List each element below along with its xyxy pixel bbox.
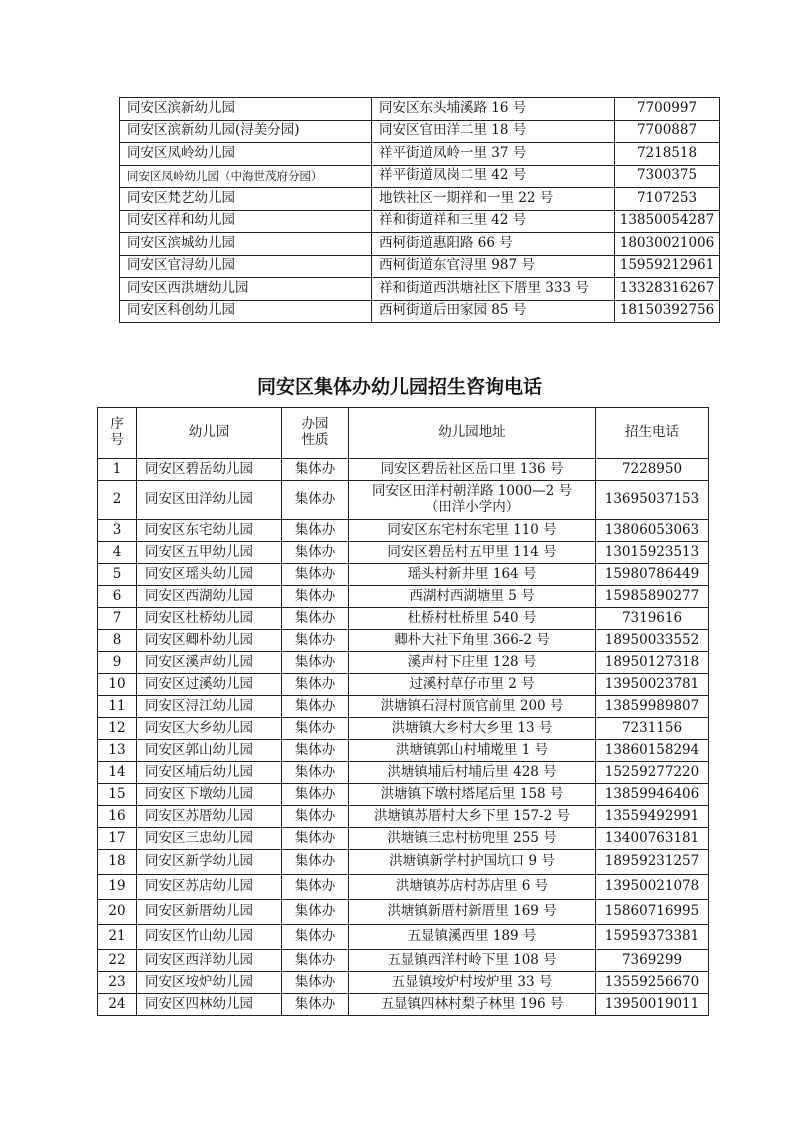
enrollment-phone: 15259277220 [596,762,709,784]
kindergarten-address: 同安区碧岳村五甲里 114 号 [349,542,596,564]
kindergarten-address: 五显镇西洋村岭下里 108 号 [349,950,596,972]
school-type: 集体办 [282,542,349,564]
school-type: 集体办 [282,652,349,674]
kindergarten-address: 溪声村下庄里 128 号 [349,652,596,674]
kindergarten-address: 祥和街道西洪塘社区下厝里 333 号 [372,278,615,301]
enrollment-phone: 18150392756 [615,300,720,323]
table-row [98,718,709,740]
kindergarten-name: 同安区滨新幼儿园(浔美分园) [120,120,372,143]
kindergarten-name: 同安区杜桥幼儿园 [137,608,282,630]
enrollment-phone: 13559492991 [596,806,709,828]
table-row [120,255,720,278]
school-type: 集体办 [282,608,349,630]
kindergarten-address: 杜桥村杜桥里 540 号 [349,608,596,630]
table-row [120,165,720,188]
table-row [98,850,709,875]
kindergarten-name: 同安区西洪塘幼儿园 [120,278,372,301]
kindergarten-address: 洪塘镇郭山村埔墘里 1 号 [349,740,596,762]
table-row [98,740,709,762]
kindergarten-name: 同安区滨城幼儿园 [120,233,372,256]
row-number: 9 [98,652,137,674]
kindergarten-name: 同安区四林幼儿园 [137,994,282,1016]
kindergarten-name: 同安区溪声幼儿园 [137,652,282,674]
kindergarten-name: 同安区碧岳幼儿园 [137,459,282,481]
kindergarten-name: 同安区垵炉幼儿园 [137,972,282,994]
enrollment-phone: 13400763181 [596,828,709,850]
enrollment-phone: 15860716995 [596,900,709,925]
header-no: 序 号 [98,408,137,459]
table-row [98,900,709,925]
enrollment-phone: 13328316267 [615,278,720,301]
header-type: 办园 性质 [282,408,349,459]
kindergarten-address: 洪塘镇石浔村顶官前里 200 号 [349,696,596,718]
kindergarten-name: 同安区官浔幼儿园 [120,255,372,278]
enrollment-phone: 7228950 [596,459,709,481]
kindergarten-name: 同安区东宅幼儿园 [137,520,282,542]
kindergarten-address: 洪塘镇三忠村枋兜里 255 号 [349,828,596,850]
kindergarten-name: 同安区过溪幼儿园 [137,674,282,696]
enrollment-phone: 13015923513 [596,542,709,564]
school-type: 集体办 [282,994,349,1016]
enrollment-phone: 15959212961 [615,255,720,278]
kindergarten-address: 同安区田洋村朝洋路 1000—2 号 （田洋小学内） [349,481,596,520]
kindergarten-address: 洪塘镇埔后村埔后里 428 号 [349,762,596,784]
school-type: 集体办 [282,972,349,994]
kindergarten-name: 同安区下墩幼儿园 [137,784,282,806]
kindergarten-name: 同安区田洋幼儿园 [137,481,282,520]
kindergarten-name: 同安区凤岭幼儿园（中海世茂府分园） [120,165,372,188]
table-row [120,143,720,166]
row-number: 11 [98,696,137,718]
kindergarten-address: 同安区官田洋二里 18 号 [372,120,615,143]
enrollment-phone: 7319616 [596,608,709,630]
kindergarten-name: 同安区梵艺幼儿园 [120,188,372,211]
kindergarten-address: 西柯街道后田家园 85 号 [372,300,615,323]
kindergarten-address: 五显镇垵炉村垵炉里 33 号 [349,972,596,994]
kindergarten-address: 洪塘镇大乡村大乡里 13 号 [349,718,596,740]
enrollment-phone: 13859989807 [596,696,709,718]
enrollment-phone: 13860158294 [596,740,709,762]
table-row [120,210,720,233]
kindergarten-name: 同安区滨新幼儿园 [120,98,372,121]
kindergarten-address: 地铁社区一期祥和一里 22 号 [372,188,615,211]
enrollment-phone: 13950019011 [596,994,709,1016]
table-row [98,520,709,542]
row-number: 12 [98,718,137,740]
row-number: 14 [98,762,137,784]
school-type: 集体办 [282,674,349,696]
kindergarten-name: 同安区苏厝幼儿园 [137,806,282,828]
table-row [98,630,709,652]
kindergarten-address: 祥和街道祥和三里 42 号 [372,210,615,233]
table-row [98,875,709,900]
row-number: 6 [98,586,137,608]
kindergarten-name: 同安区瑶头幼儿园 [137,564,282,586]
kindergarten-address: 西湖村西湖塘里 5 号 [349,586,596,608]
table-row [120,98,720,121]
enrollment-phone: 7300375 [615,165,720,188]
table-row [98,950,709,972]
enrollment-phone: 15959373381 [596,925,709,950]
kindergarten-address: 瑶头村新井里 164 号 [349,564,596,586]
table-row [98,972,709,994]
table-row [120,188,720,211]
table-row [98,542,709,564]
school-type: 集体办 [282,481,349,520]
kindergarten-address: 洪塘镇新厝村新厝里 169 号 [349,900,596,925]
school-type: 集体办 [282,586,349,608]
kindergarten-address: 洪塘镇苏厝村大乡下里 157-2 号 [349,806,596,828]
row-number: 2 [98,481,137,520]
header-phone: 招生电话 [596,408,709,459]
enrollment-phone: 18950033552 [596,630,709,652]
kindergarten-address: 同安区东头埔溪路 16 号 [372,98,615,121]
row-number: 23 [98,972,137,994]
table-row [120,120,720,143]
row-number: 20 [98,900,137,925]
school-type: 集体办 [282,696,349,718]
row-number: 19 [98,875,137,900]
school-type: 集体办 [282,564,349,586]
kindergarten-address: 祥平街道凤岭一里 37 号 [372,143,615,166]
enrollment-phone: 18950127318 [596,652,709,674]
table-row [98,994,709,1016]
school-type: 集体办 [282,950,349,972]
collective-kindergarten-table [97,407,709,1016]
table-row [98,608,709,630]
kindergarten-name: 同安区新厝幼儿园 [137,900,282,925]
table-row [98,652,709,674]
school-type: 集体办 [282,520,349,542]
table-row [98,674,709,696]
enrollment-phone: 7218518 [615,143,720,166]
table-row [98,586,709,608]
kindergarten-address: 西柯街道惠阳路 66 号 [372,233,615,256]
kindergarten-name: 同安区五甲幼儿园 [137,542,282,564]
enrollment-phone: 13859946406 [596,784,709,806]
kindergarten-table-continued [119,97,720,323]
kindergarten-address: 洪塘镇下墩村塔尾后里 158 号 [349,784,596,806]
kindergarten-address: 五显镇溪西里 189 号 [349,925,596,950]
table-row [98,481,709,520]
enrollment-phone: 13559256670 [596,972,709,994]
school-type: 集体办 [282,630,349,652]
kindergarten-name: 同安区西洋幼儿园 [137,950,282,972]
row-number: 15 [98,784,137,806]
table-row [98,806,709,828]
row-number: 17 [98,828,137,850]
kindergarten-name: 同安区新学幼儿园 [137,850,282,875]
kindergarten-name: 同安区埔后幼儿园 [137,762,282,784]
kindergarten-address: 洪塘镇苏店村苏店里 6 号 [349,875,596,900]
enrollment-phone: 18030021006 [615,233,720,256]
kindergarten-name: 同安区西湖幼儿园 [137,586,282,608]
enrollment-phone: 13695037153 [596,481,709,520]
enrollment-phone: 18959231257 [596,850,709,875]
kindergarten-address: 卿朴大社下角里 366-2 号 [349,630,596,652]
kindergarten-name: 同安区浔江幼儿园 [137,696,282,718]
enrollment-phone: 13850054287 [615,210,720,233]
enrollment-phone: 15985890277 [596,586,709,608]
school-type: 集体办 [282,806,349,828]
enrollment-phone: 7107253 [615,188,720,211]
header-name: 幼儿园 [137,408,282,459]
kindergarten-address: 西柯街道东官浔里 987 号 [372,255,615,278]
row-number: 5 [98,564,137,586]
kindergarten-address: 过溪村草仔市里 2 号 [349,674,596,696]
kindergarten-name: 同安区凤岭幼儿园 [120,143,372,166]
kindergarten-name: 同安区大乡幼儿园 [137,718,282,740]
table-row [98,459,709,481]
enrollment-phone: 7369299 [596,950,709,972]
school-type: 集体办 [282,762,349,784]
enrollment-phone: 13950021078 [596,875,709,900]
kindergarten-address: 祥平街道凤岗二里 42 号 [372,165,615,188]
school-type: 集体办 [282,875,349,900]
enrollment-phone: 13806053063 [596,520,709,542]
kindergarten-name: 同安区科创幼儿园 [120,300,372,323]
school-type: 集体办 [282,900,349,925]
enrollment-phone: 7700887 [615,120,720,143]
school-type: 集体办 [282,740,349,762]
row-number: 22 [98,950,137,972]
table-row [98,925,709,950]
header-address: 幼儿园地址 [349,408,596,459]
row-number: 8 [98,630,137,652]
row-number: 1 [98,459,137,481]
enrollment-phone: 7231156 [596,718,709,740]
row-number: 13 [98,740,137,762]
school-type: 集体办 [282,784,349,806]
kindergarten-name: 同安区郭山幼儿园 [137,740,282,762]
table-row [120,278,720,301]
school-type: 集体办 [282,925,349,950]
table-row [98,828,709,850]
enrollment-phone: 15980786449 [596,564,709,586]
table-row [98,564,709,586]
school-type: 集体办 [282,718,349,740]
table-row [98,696,709,718]
kindergarten-name: 同安区祥和幼儿园 [120,210,372,233]
section-title: 同安区集体办幼儿园招生咨询电话 [256,376,542,398]
kindergarten-address: 五显镇四林村梨子林里 196 号 [349,994,596,1016]
row-number: 21 [98,925,137,950]
table-row [120,300,720,323]
row-number: 10 [98,674,137,696]
enrollment-phone: 13950023781 [596,674,709,696]
kindergarten-name: 同安区三忠幼儿园 [137,828,282,850]
row-number: 3 [98,520,137,542]
row-number: 4 [98,542,137,564]
table-header-row [98,408,709,459]
school-type: 集体办 [282,850,349,875]
kindergarten-address: 同安区东宅村东宅里 110 号 [349,520,596,542]
table-row [120,233,720,256]
enrollment-phone: 7700997 [615,98,720,121]
row-number: 24 [98,994,137,1016]
school-type: 集体办 [282,459,349,481]
row-number: 18 [98,850,137,875]
table-row [98,784,709,806]
row-number: 7 [98,608,137,630]
school-type: 集体办 [282,828,349,850]
kindergarten-address: 同安区碧岳社区岳口里 136 号 [349,459,596,481]
row-number: 16 [98,806,137,828]
table-row [98,762,709,784]
kindergarten-address: 洪塘镇新学村护国坑口 9 号 [349,850,596,875]
kindergarten-name: 同安区苏店幼儿园 [137,875,282,900]
kindergarten-name: 同安区竹山幼儿园 [137,925,282,950]
kindergarten-name: 同安区卿朴幼儿园 [137,630,282,652]
